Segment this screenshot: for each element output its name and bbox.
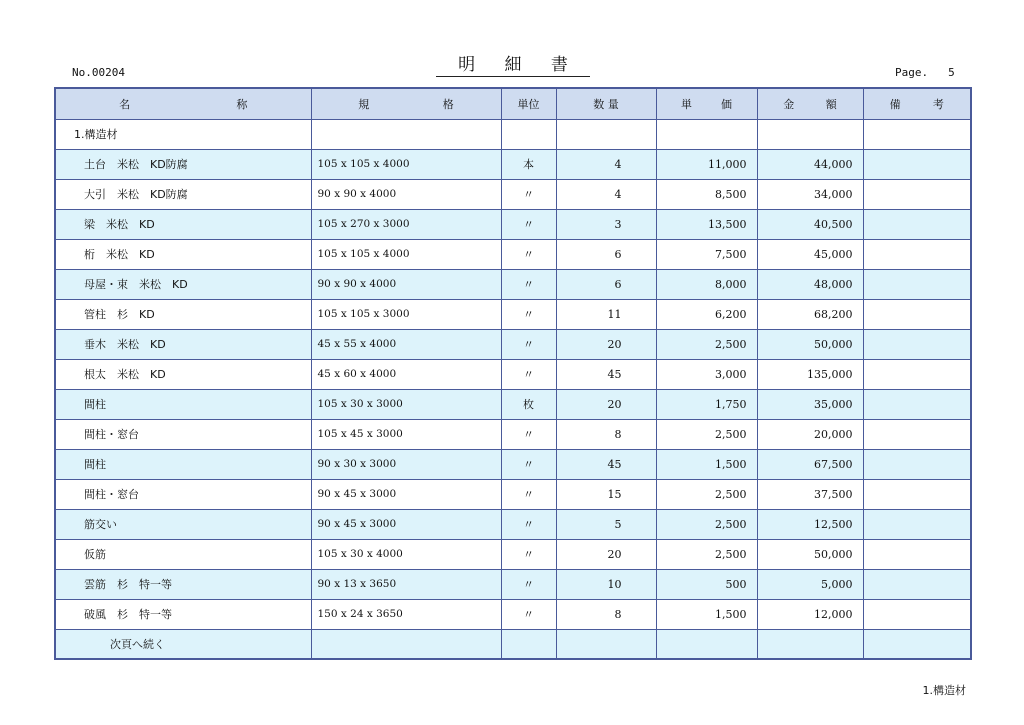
- table-row: [55, 239, 971, 269]
- item-amount: 50,000: [757, 539, 863, 569]
- item-unit: 〃: [501, 269, 556, 299]
- item-amount: 44,000: [757, 149, 863, 179]
- item-spec: 105 x 105 x 4000: [311, 149, 501, 179]
- item-unit: 〃: [501, 479, 556, 509]
- item-unit: 枚: [501, 389, 556, 419]
- item-spec: 105 x 105 x 3000: [311, 299, 501, 329]
- item-name: 間柱: [55, 449, 311, 479]
- item-unit-price: 2,500: [656, 539, 757, 569]
- item-spec: 90 x 13 x 3650: [311, 569, 501, 599]
- header-qty: 数 量: [556, 88, 656, 119]
- item-name: 間柱・窓台: [55, 419, 311, 449]
- item-qty: 20: [556, 329, 656, 359]
- item-name: 筋交い: [55, 509, 311, 539]
- item-unit: 〃: [501, 209, 556, 239]
- item-name: 梁 米松 KD: [55, 209, 311, 239]
- item-name: 破風 杉 特一等: [55, 599, 311, 629]
- item-note: [863, 209, 971, 239]
- header-price: 単 価: [656, 88, 757, 119]
- item-name: 管柱 杉 KD: [55, 299, 311, 329]
- table-row: [55, 209, 971, 239]
- item-note: [863, 149, 971, 179]
- section-row: [55, 119, 971, 149]
- continue-row: [55, 629, 971, 659]
- item-note: [863, 329, 971, 359]
- item-spec: 105 x 30 x 3000: [311, 389, 501, 419]
- table-row: [55, 389, 971, 419]
- item-name: 大引 米松 KD防腐: [55, 179, 311, 209]
- item-amount: 135,000: [757, 359, 863, 389]
- continue-label: 次頁へ続く: [55, 629, 311, 659]
- empty-cell: [501, 629, 556, 659]
- item-amount: 5,000: [757, 569, 863, 599]
- item-note: [863, 389, 971, 419]
- item-spec: 45 x 55 x 4000: [311, 329, 501, 359]
- item-unit: 〃: [501, 329, 556, 359]
- item-qty: 45: [556, 449, 656, 479]
- item-amount: 34,000: [757, 179, 863, 209]
- item-amount: 12,000: [757, 599, 863, 629]
- table-row: [55, 539, 971, 569]
- header-name: 名 称: [55, 88, 311, 119]
- item-unit-price: 1,500: [656, 599, 757, 629]
- detail-table: [54, 87, 972, 660]
- empty-cell: [311, 629, 501, 659]
- item-unit-price: 6,200: [656, 299, 757, 329]
- table-row: [55, 479, 971, 509]
- header-unit: 単位: [501, 88, 556, 119]
- item-note: [863, 299, 971, 329]
- item-spec: 90 x 45 x 3000: [311, 479, 501, 509]
- item-qty: 3: [556, 209, 656, 239]
- item-name: 根太 米松 KD: [55, 359, 311, 389]
- page-label: Page.: [895, 66, 929, 79]
- item-unit-price: 1,500: [656, 449, 757, 479]
- table-row: [55, 149, 971, 179]
- item-spec: 90 x 90 x 4000: [311, 179, 501, 209]
- item-name: 間柱・窓台: [55, 479, 311, 509]
- item-qty: 11: [556, 299, 656, 329]
- item-spec: 90 x 30 x 3000: [311, 449, 501, 479]
- item-amount: 50,000: [757, 329, 863, 359]
- item-qty: 8: [556, 599, 656, 629]
- item-unit-price: 500: [656, 569, 757, 599]
- item-qty: 6: [556, 269, 656, 299]
- item-note: [863, 449, 971, 479]
- item-unit: 〃: [501, 359, 556, 389]
- item-qty: 6: [556, 239, 656, 269]
- item-unit: 〃: [501, 509, 556, 539]
- item-qty: 20: [556, 539, 656, 569]
- item-note: [863, 569, 971, 599]
- table-row: [55, 419, 971, 449]
- table-row: [55, 299, 971, 329]
- table-row: [55, 269, 971, 299]
- item-amount: 68,200: [757, 299, 863, 329]
- item-unit-price: 7,500: [656, 239, 757, 269]
- item-unit-price: 1,750: [656, 389, 757, 419]
- item-name: 垂木 米松 KD: [55, 329, 311, 359]
- item-spec: 105 x 105 x 4000: [311, 239, 501, 269]
- page-value: 5: [948, 66, 955, 79]
- item-note: [863, 509, 971, 539]
- item-note: [863, 539, 971, 569]
- item-qty: 45: [556, 359, 656, 389]
- table-row: [55, 449, 971, 479]
- item-unit: 〃: [501, 599, 556, 629]
- section-label: 1.構造材: [55, 119, 311, 149]
- item-unit: 〃: [501, 299, 556, 329]
- item-unit-price: 2,500: [656, 329, 757, 359]
- item-unit: 〃: [501, 239, 556, 269]
- header-row: [55, 88, 971, 119]
- item-name: 土台 米松 KD防腐: [55, 149, 311, 179]
- item-qty: 20: [556, 389, 656, 419]
- empty-cell: [757, 629, 863, 659]
- item-qty: 4: [556, 149, 656, 179]
- item-qty: 8: [556, 419, 656, 449]
- item-qty: 15: [556, 479, 656, 509]
- table-row: [55, 179, 971, 209]
- item-note: [863, 269, 971, 299]
- empty-cell: [556, 629, 656, 659]
- item-note: [863, 419, 971, 449]
- item-note: [863, 359, 971, 389]
- item-unit-price: 13,500: [656, 209, 757, 239]
- table-row: [55, 569, 971, 599]
- document-number: No.00204: [72, 66, 125, 79]
- item-spec: 90 x 45 x 3000: [311, 509, 501, 539]
- item-spec: 105 x 45 x 3000: [311, 419, 501, 449]
- header-note: 備 考: [863, 88, 971, 119]
- item-note: [863, 179, 971, 209]
- item-spec: 150 x 24 x 3650: [311, 599, 501, 629]
- item-unit-price: 2,500: [656, 419, 757, 449]
- header-amount: 金 額: [757, 88, 863, 119]
- item-amount: 35,000: [757, 389, 863, 419]
- item-amount: 45,000: [757, 239, 863, 269]
- item-note: [863, 479, 971, 509]
- item-name: 雲筋 杉 特一等: [55, 569, 311, 599]
- empty-cell: [863, 629, 971, 659]
- item-unit: 〃: [501, 179, 556, 209]
- footer-section-label: 1.構造材: [922, 684, 966, 697]
- item-unit: 〃: [501, 539, 556, 569]
- item-name: 母屋・束 米松 KD: [55, 269, 311, 299]
- item-spec: 45 x 60 x 4000: [311, 359, 501, 389]
- item-qty: 10: [556, 569, 656, 599]
- item-unit-price: 8,000: [656, 269, 757, 299]
- item-amount: 67,500: [757, 449, 863, 479]
- item-name: 間柱: [55, 389, 311, 419]
- item-unit: 本: [501, 149, 556, 179]
- table-row: [55, 359, 971, 389]
- document-title: 明 細 書: [436, 54, 590, 77]
- item-qty: 5: [556, 509, 656, 539]
- item-spec: 105 x 270 x 3000: [311, 209, 501, 239]
- item-amount: 20,000: [757, 419, 863, 449]
- item-amount: 40,500: [757, 209, 863, 239]
- table-row: [55, 329, 971, 359]
- item-unit-price: 11,000: [656, 149, 757, 179]
- item-unit: 〃: [501, 449, 556, 479]
- item-spec: 90 x 90 x 4000: [311, 269, 501, 299]
- item-amount: 12,500: [757, 509, 863, 539]
- item-note: [863, 599, 971, 629]
- item-unit: 〃: [501, 569, 556, 599]
- page-number: [895, 66, 955, 79]
- table-row: [55, 509, 971, 539]
- table-row: [55, 599, 971, 629]
- item-unit-price: 3,000: [656, 359, 757, 389]
- item-note: [863, 239, 971, 269]
- item-qty: 4: [556, 179, 656, 209]
- item-name: 桁 米松 KD: [55, 239, 311, 269]
- header-spec: 規 格: [311, 88, 501, 119]
- item-amount: 48,000: [757, 269, 863, 299]
- item-amount: 37,500: [757, 479, 863, 509]
- item-unit-price: 2,500: [656, 509, 757, 539]
- item-spec: 105 x 30 x 4000: [311, 539, 501, 569]
- item-unit-price: 8,500: [656, 179, 757, 209]
- empty-cell: [656, 629, 757, 659]
- item-unit-price: 2,500: [656, 479, 757, 509]
- item-unit: 〃: [501, 419, 556, 449]
- item-name: 仮筋: [55, 539, 311, 569]
